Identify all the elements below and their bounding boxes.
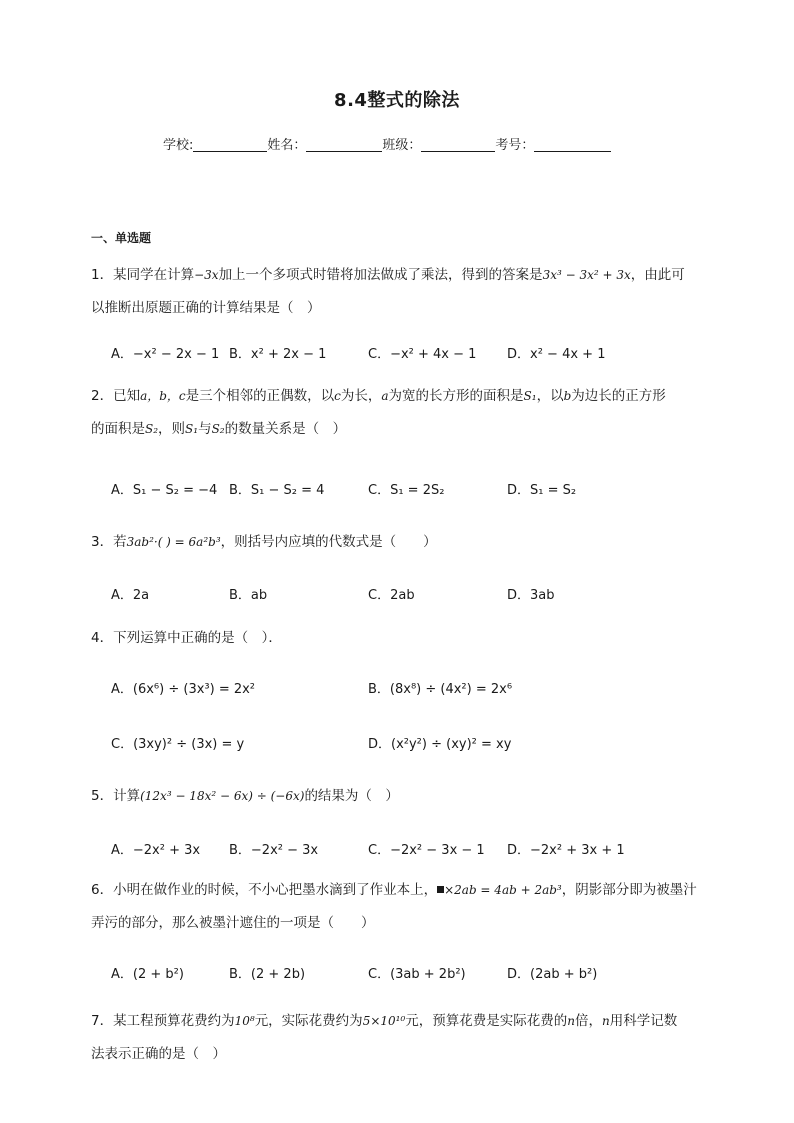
class-label: 班级： [382, 138, 422, 153]
option-d[interactable]: D．S₁ = S₂ [507, 483, 577, 498]
question-4-line-1: 4．下列运算中正确的是（ ）． [91, 630, 282, 646]
page-title: 8.4整式的除法 [334, 90, 460, 111]
option-d[interactable]: D．3ab [507, 588, 555, 603]
option-c[interactable]: C．(3xy)² ÷ (3x) = y [111, 737, 245, 752]
option-d[interactable]: D．−2x² + 3x + 1 [507, 843, 625, 858]
option-a[interactable]: A．S₁ − S₂ = −4 [111, 483, 218, 498]
question-7 [91, 1005, 711, 1071]
option-b[interactable]: B．S₁ − S₂ = 4 [229, 483, 325, 498]
option-c[interactable]: C．(3ab + 2b²) [368, 967, 466, 982]
name-blank[interactable] [306, 137, 382, 152]
section-heading: 一、单选题 [91, 231, 152, 245]
option-a[interactable]: A．(6x⁶) ÷ (3x³) = 2x² [111, 682, 256, 697]
question-2-line-2: 的面积是S₂，则S₁与S₂的数量关系是（ ） [91, 421, 347, 437]
question-3 [91, 526, 711, 559]
option-d[interactable]: D．(2ab + b²) [507, 967, 598, 982]
option-b[interactable]: B．−2x² − 3x [229, 843, 319, 858]
option-c[interactable]: C．S₁ = 2S₂ [368, 483, 445, 498]
question-1 [91, 259, 711, 325]
question-7-line-1: 7．某工程预算花费约为10⁸元，实际花费约为5×10¹⁰元，预算花费是实际花费的n倍，n用科学记数 [91, 1013, 678, 1029]
name-label: 姓名： [267, 138, 307, 153]
option-b[interactable]: B．ab [229, 588, 268, 603]
option-d[interactable]: D．(x²y²) ÷ (xy)² = xy [368, 737, 512, 752]
option-b[interactable]: B．(8x⁸) ÷ (4x²) = 2x⁶ [368, 682, 513, 697]
question-6-line-2: 弄污的部分，那么被墨汁遮住的一项是（ ） [91, 915, 375, 931]
number-label: 考号： [495, 138, 535, 153]
option-a[interactable]: A．−2x² + 3x [111, 843, 201, 858]
question-2-line-1: 2．已知a，b，c是三个相邻的正偶数，以c为长，a为宽的长方形的面积是S₁，以b为边长的正方形 [91, 388, 666, 404]
option-a[interactable]: A．(2 + b²) [111, 967, 184, 982]
option-b[interactable]: B．x² + 2x − 1 [229, 347, 327, 362]
option-c[interactable]: C．2ab [368, 588, 415, 603]
number-blank[interactable] [534, 137, 611, 152]
class-blank[interactable] [421, 137, 495, 152]
question-7-line-2: 法表示正确的是（ ） [91, 1046, 226, 1062]
option-a[interactable]: A．−x² − 2x − 1 [111, 347, 220, 362]
option-c[interactable]: C．−2x² − 3x − 1 [368, 843, 485, 858]
option-d[interactable]: D．x² − 4x + 1 [507, 347, 606, 362]
question-1-line-2: 以推断出原题正确的计算结果是（ ） [91, 300, 321, 316]
question-4 [91, 622, 711, 655]
question-6-line-1: 6．小明在做作业的时候，不小心把墨水滴到了作业本上， ×2ab = 4ab + 2ab³，阴影部分即为被墨汁 [91, 882, 697, 898]
question-3-line-1: 3．若3ab²·( ) = 6a²b³，则括号内应填的代数式是（ ） [91, 534, 437, 550]
school-label: 学校: [163, 138, 194, 153]
question-1-line-1: 1．某同学在计算−3x加上一个多项式时错将加法做成了乘法，得到的答案是3x³ − 3x² + 3x，由此可 [91, 267, 685, 283]
question-5-line-1: 5．计算(12x³ − 18x² − 6x) ÷ (−6x)的结果为（ ） [91, 788, 399, 804]
option-c[interactable]: C．−x² + 4x − 1 [368, 347, 477, 362]
question-2 [91, 380, 711, 446]
question-6 [91, 874, 711, 940]
option-b[interactable]: B．(2 + 2b) [229, 967, 306, 982]
option-a[interactable]: A．2a [111, 588, 150, 603]
school-blank[interactable] [193, 137, 267, 152]
question-5 [91, 780, 711, 813]
student-info-line [163, 134, 611, 153]
